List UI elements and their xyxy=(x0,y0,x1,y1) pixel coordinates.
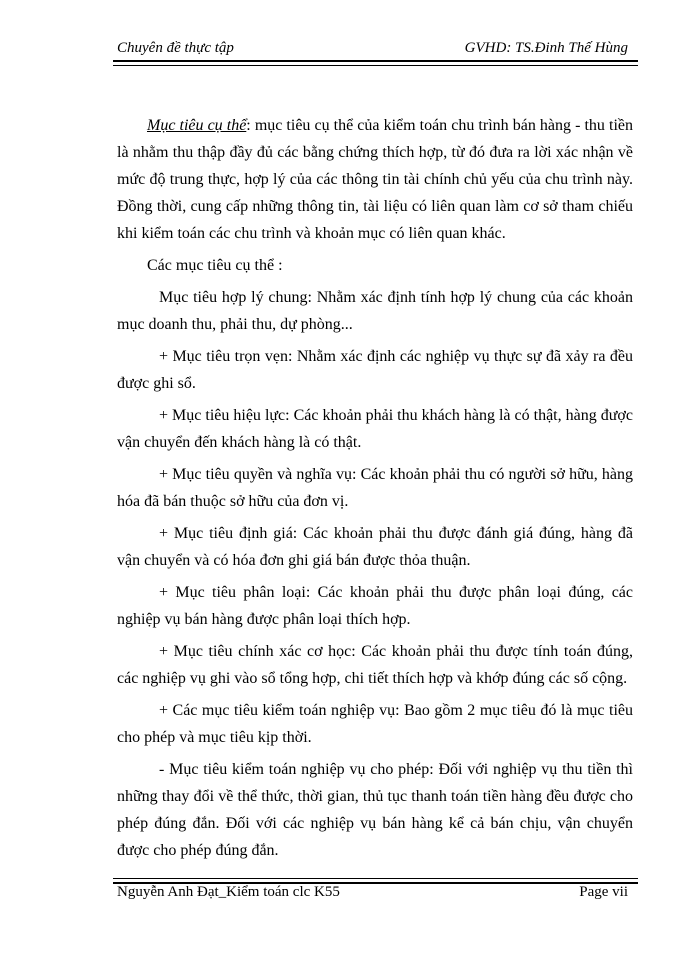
intro-text: : mục tiêu cụ thể của kiểm toán chu trình bán hàng - thu tiền là nhằm thu thập đầy đủ các bằng chứng thích hợp, từ đó đưa ra lời xác nhận về mức độ trung thực, hợp lý của các thông tin tài chính chủ yếu của chu trình này. Đồng thời, cung cấp những thông tin, tài liệu có liên quan làm cơ sở tham chiếu khi kiểm toán các chu trình và khoản mục có liên quan khác. xyxy=(117,117,633,242)
goal-item: + Mục tiêu hiệu lực: Các khoản phải thu khách hàng là có thật, hàng được vận chuyển đến khách hàng là có thật. xyxy=(117,407,633,451)
intro-paragraph xyxy=(117,112,633,247)
subheading: Các mục tiêu cụ thể : xyxy=(147,257,283,274)
goal-item: + Mục tiêu phân loại: Các khoản phải thu được phân loại đúng, các nghiệp vụ bán hàng được phân loại thích hợp. xyxy=(117,584,633,628)
page-number: Page vii xyxy=(579,884,628,900)
header-rule xyxy=(113,60,638,66)
goal-item: + Các mục tiêu kiểm toán nghiệp vụ: Bao gồm 2 mục tiêu đó là mục tiêu cho phép và mục tiêu kịp thời. xyxy=(117,702,633,746)
goal-item: + Mục tiêu trọn vẹn: Nhằm xác định các nghiệp vụ thực sự đã xảy ra đều được ghi sổ. xyxy=(117,348,633,392)
header-supervisor: GVHD: TS.Đinh Thế Hùng xyxy=(464,40,628,56)
intro-lead: Mục tiêu cụ thể xyxy=(147,117,247,134)
goal-item: - Mục tiêu kiểm toán nghiệp vụ cho phép: Đối với nghiệp vụ thu tiền thì những thay đổi về thể thức, thời gian, thủ tục thanh toán tiền hàng đều được cho phép đúng đắn. Đối với các nghiệp vụ bán hàng kể cả bán chịu, vận chuyển được cho phép đúng đắn. xyxy=(117,761,633,859)
goal-item: + Mục tiêu định giá: Các khoản phải thu được đánh giá đúng, hàng đã vận chuyển và có hóa đơn ghi giá bán được thỏa thuận. xyxy=(117,525,633,569)
page-body xyxy=(117,112,633,869)
general-goal-paragraph: Mục tiêu hợp lý chung: Nhằm xác định tính hợp lý chung của các khoản mục doanh thu, phải thu, dự phòng... xyxy=(117,289,633,333)
goal-item: + Mục tiêu quyền và nghĩa vụ: Các khoản phải thu có người sở hữu, hàng hóa đã bán thuộc sở hữu của đơn vị. xyxy=(117,466,633,510)
goal-item: + Mục tiêu chính xác cơ học: Các khoản phải thu được tính toán đúng, các nghiệp vụ ghi vào sổ tổng hợp, chi tiết thích hợp và khớp đúng các số cộng. xyxy=(117,643,633,687)
header-title: Chuyên đề thực tập xyxy=(117,40,234,56)
footer-author: Nguyễn Anh Đạt_Kiểm toán clc K55 xyxy=(117,884,340,900)
page-footer xyxy=(117,884,628,906)
